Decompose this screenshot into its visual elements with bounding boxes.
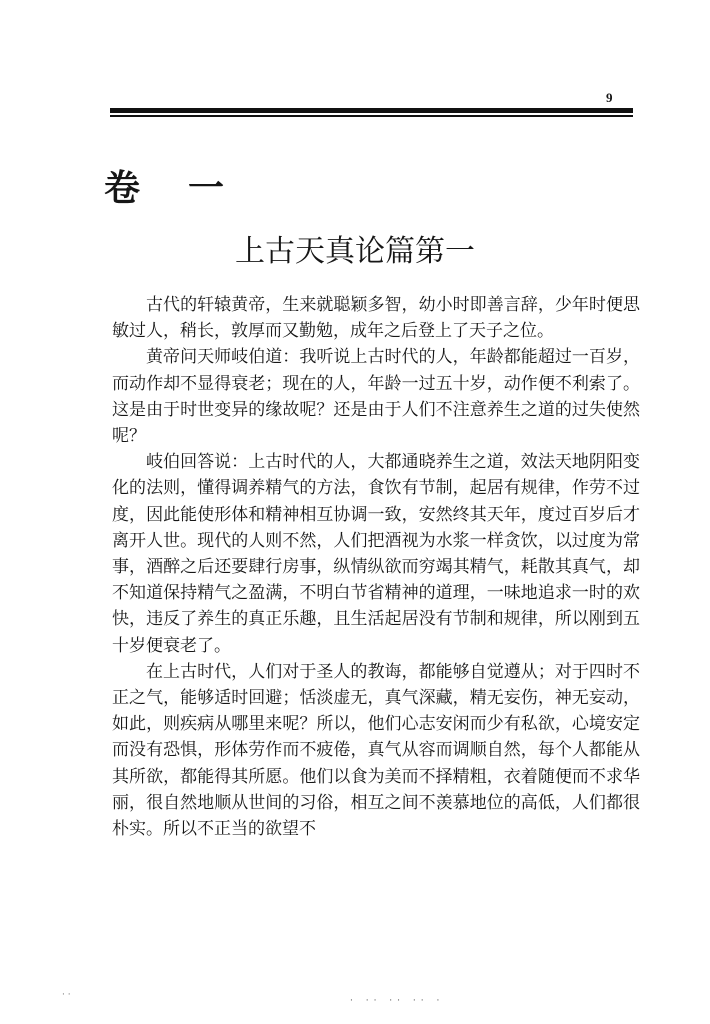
volume-heading — [104, 160, 224, 211]
paragraph: 岐伯回答说：上古时代的人，大都通晓养生之道，效法天地阴阳变化的法则，懂得调养精气的方法，食饮有节制，起居有规律，作劳不过度，因此能使形体和精神相互协调一致，安然终其天年，度过百岁后才离开人世。现代的人则不然，人们把酒视为水浆一样贪饮，以过度为常事，酒醉之后还要肆行房事，纵情纵欲而穷竭其精气，耗散其真气，却不知道保持精气之盈满，不明白节省精神的道理，一味地追求一时的欢快，违反了养生的真正乐趣，且生活起居没有节制和规律，所以刚到五十岁便衰老了。 — [112, 452, 640, 656]
volume-number: 一 — [188, 168, 225, 209]
paragraph: 黄帝问天师岐伯道：我听说上古时代的人，年龄都能超过一百岁，而动作却不显得衰老；现在的人，年龄一过五十岁，动作便不利索了。这是由于时世变异的缘故呢？还是由于人们不注意养生之道的过失使然呢？ — [112, 347, 640, 447]
header-rule-thick — [110, 108, 633, 113]
paragraph: 古代的轩辕黄帝，生来就聪颖多智，幼小时即善言辞，少年时便思敏过人，稍长，敦厚而又勤勉，成年之后登上了天子之位。 — [112, 295, 640, 342]
header-rule-thin — [110, 115, 633, 117]
body-text — [112, 292, 640, 842]
page-number: 9 — [606, 90, 613, 105]
paragraph: 在上古时代，人们对于圣人的教诲，都能够自觉遵从；对于四时不正之气，能够适时回避；恬淡虚无，真气深藏，精无妄伤，神无妄动，如此，则疾病从哪里来呢？所以，他们心志安闲而少有私欲，心境安定而没有恐惧，形体劳作而不疲倦，真气从容而调顺自然，每个人都能从其所欲，都能得其所愿。他们以食为美而不择精粗，衣着随便而不求华丽，很自然地顺从世间的习俗，相互之间不羡慕地位的高低，人们都很朴实。所以不正当的欲望不 — [112, 661, 640, 840]
volume-label: 卷 — [104, 168, 141, 209]
chapter-title: 上古天真论篇第一 — [235, 234, 475, 269]
scan-artifact: · ·· ·· ·· · — [350, 996, 445, 1006]
scan-artifact: · · — [62, 990, 71, 1000]
